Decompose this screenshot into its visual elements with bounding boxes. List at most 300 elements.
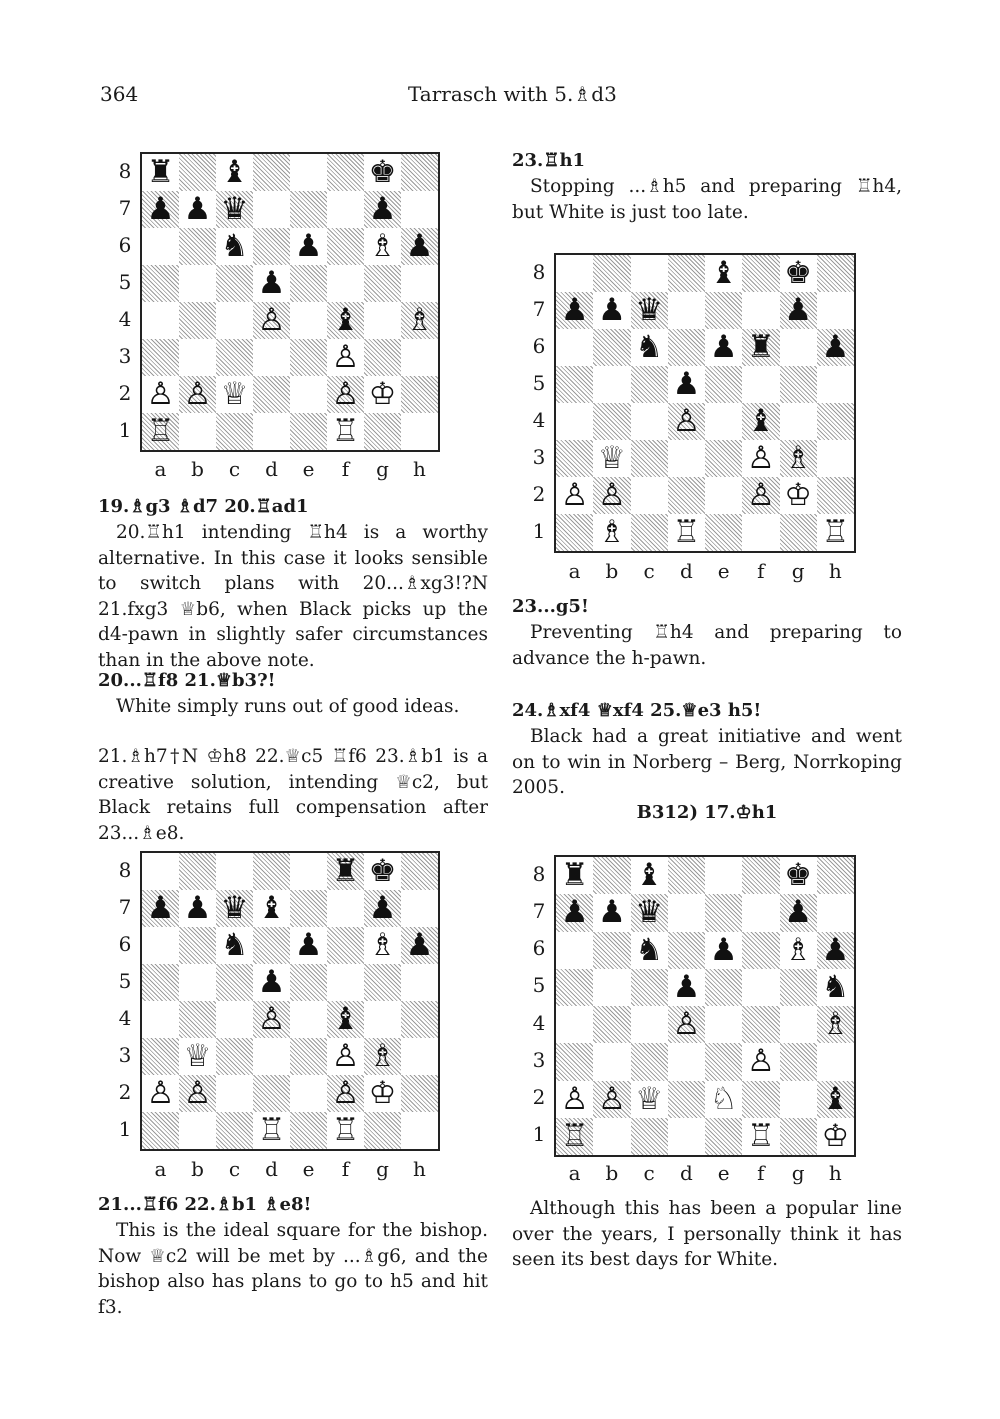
chess-piece: ♝ bbox=[746, 403, 775, 439]
square-h7 bbox=[401, 191, 438, 228]
square-b5 bbox=[593, 969, 630, 1006]
square-a1 bbox=[556, 1118, 593, 1155]
file-label: b bbox=[191, 1157, 204, 1181]
chess-piece: ♟ bbox=[821, 329, 850, 365]
square-f6 bbox=[327, 927, 364, 964]
rank-label: 7 bbox=[532, 898, 546, 923]
square-c8 bbox=[216, 154, 253, 191]
commentary: Black had a great initiative and went on to win in Norberg – Berg, Norrkoping 2005. bbox=[512, 726, 902, 798]
file-label: d bbox=[265, 457, 278, 481]
square-c4 bbox=[216, 1001, 253, 1038]
chess-piece: ♛ bbox=[220, 890, 249, 926]
square-d1 bbox=[668, 1118, 705, 1155]
file-label: f bbox=[341, 457, 350, 481]
square-h4 bbox=[817, 1006, 854, 1043]
square-c4 bbox=[216, 302, 253, 339]
chess-piece: ♟ bbox=[672, 366, 701, 402]
square-g7 bbox=[364, 191, 401, 228]
square-e8 bbox=[705, 255, 742, 292]
square-d1 bbox=[253, 1112, 290, 1149]
square-d4 bbox=[253, 1001, 290, 1038]
square-f2 bbox=[742, 477, 779, 514]
square-c3 bbox=[216, 339, 253, 376]
square-a8 bbox=[556, 857, 593, 894]
chess-piece: ♖ bbox=[746, 1117, 775, 1154]
square-e6 bbox=[290, 927, 327, 964]
square-f5 bbox=[742, 366, 779, 403]
rank-label: 7 bbox=[118, 894, 132, 919]
square-a3 bbox=[556, 440, 593, 477]
chess-piece: ♟ bbox=[560, 292, 589, 328]
square-f4 bbox=[327, 1001, 364, 1038]
square-f5 bbox=[327, 964, 364, 1001]
chess-piece: ♟ bbox=[784, 292, 813, 328]
square-h4 bbox=[401, 1001, 438, 1038]
square-e3 bbox=[705, 1043, 742, 1080]
square-h3 bbox=[401, 1038, 438, 1075]
rank-label: 5 bbox=[532, 370, 546, 395]
file-label: h bbox=[413, 457, 426, 481]
square-d4 bbox=[668, 403, 705, 440]
chess-piece: ♚ bbox=[368, 154, 397, 190]
square-h7 bbox=[817, 894, 854, 931]
square-c4 bbox=[631, 1006, 668, 1043]
square-f8 bbox=[742, 857, 779, 894]
square-e7 bbox=[705, 292, 742, 329]
chess-piece: ♛ bbox=[635, 894, 664, 931]
square-g1 bbox=[780, 514, 817, 551]
square-h5 bbox=[817, 366, 854, 403]
chess-diagram bbox=[110, 851, 440, 1186]
file-label: f bbox=[341, 1157, 350, 1181]
square-h1 bbox=[817, 1118, 854, 1155]
file-label: g bbox=[376, 1157, 389, 1181]
square-d2 bbox=[668, 477, 705, 514]
square-b4 bbox=[179, 302, 216, 339]
square-h3 bbox=[817, 440, 854, 477]
square-h5 bbox=[817, 969, 854, 1006]
square-e5 bbox=[705, 366, 742, 403]
square-f6 bbox=[742, 329, 779, 366]
chess-board bbox=[554, 855, 856, 1157]
square-a3 bbox=[556, 1043, 593, 1080]
square-e4 bbox=[290, 302, 327, 339]
square-b4 bbox=[179, 1001, 216, 1038]
square-g2 bbox=[364, 376, 401, 413]
square-b2 bbox=[593, 1081, 630, 1118]
square-a4 bbox=[556, 403, 593, 440]
square-e3 bbox=[705, 440, 742, 477]
chess-piece: ♟ bbox=[183, 890, 212, 926]
square-e1 bbox=[290, 413, 327, 450]
square-f8 bbox=[742, 255, 779, 292]
square-a2 bbox=[142, 376, 179, 413]
rank-label: 8 bbox=[532, 861, 546, 886]
rank-label: 6 bbox=[532, 936, 546, 961]
chess-piece: ♙ bbox=[146, 376, 175, 412]
chess-piece: ♖ bbox=[560, 1117, 589, 1154]
file-label: a bbox=[568, 559, 581, 583]
square-d5 bbox=[253, 964, 290, 1001]
chess-piece: ♕ bbox=[183, 1038, 212, 1074]
square-e1 bbox=[705, 514, 742, 551]
square-f6 bbox=[327, 228, 364, 265]
file-label: g bbox=[791, 559, 805, 583]
text-block bbox=[512, 800, 902, 826]
square-d3 bbox=[253, 339, 290, 376]
square-c5 bbox=[631, 366, 668, 403]
square-g8 bbox=[364, 853, 401, 890]
square-g2 bbox=[780, 477, 817, 514]
chess-piece: ♝ bbox=[220, 154, 249, 190]
rank-label: 7 bbox=[118, 195, 132, 220]
square-a5 bbox=[142, 265, 179, 302]
square-c5 bbox=[216, 964, 253, 1001]
square-c1 bbox=[216, 1112, 253, 1149]
square-g8 bbox=[780, 255, 817, 292]
square-b5 bbox=[179, 265, 216, 302]
square-g8 bbox=[780, 857, 817, 894]
square-h5 bbox=[401, 964, 438, 1001]
rank-label: 4 bbox=[532, 1010, 546, 1035]
square-e6 bbox=[705, 329, 742, 366]
square-c3 bbox=[216, 1038, 253, 1075]
square-g6 bbox=[780, 932, 817, 969]
chess-piece: ♟ bbox=[709, 931, 738, 968]
text-block bbox=[512, 1196, 902, 1273]
rank-label: 2 bbox=[532, 1085, 546, 1110]
square-f1 bbox=[742, 1118, 779, 1155]
square-g7 bbox=[364, 890, 401, 927]
chess-piece: ♙ bbox=[746, 1043, 775, 1080]
square-d7 bbox=[253, 191, 290, 228]
commentary: Although this has been a popular line over the years, I personally think it has seen its best days for White. bbox=[512, 1198, 902, 1270]
file-label: c bbox=[228, 1157, 241, 1181]
chess-piece: ♙ bbox=[597, 477, 626, 513]
square-c1 bbox=[631, 1118, 668, 1155]
chess-piece: ♞ bbox=[821, 968, 850, 1005]
square-b4 bbox=[593, 403, 630, 440]
chess-piece: ♟ bbox=[597, 292, 626, 328]
square-f7 bbox=[742, 292, 779, 329]
square-b4 bbox=[593, 1006, 630, 1043]
square-d2 bbox=[668, 1081, 705, 1118]
file-label: g bbox=[791, 1161, 805, 1185]
rank-labels bbox=[524, 253, 554, 549]
file-label: h bbox=[828, 1161, 842, 1185]
square-c3 bbox=[631, 440, 668, 477]
file-label: a bbox=[568, 1161, 581, 1185]
square-b1 bbox=[179, 413, 216, 450]
square-g6 bbox=[364, 927, 401, 964]
chess-piece: ♗ bbox=[821, 1006, 850, 1043]
square-f1 bbox=[327, 413, 364, 450]
square-g5 bbox=[364, 964, 401, 1001]
square-c6 bbox=[631, 329, 668, 366]
square-h1 bbox=[401, 1112, 438, 1149]
square-e3 bbox=[290, 1038, 327, 1075]
chess-piece: ♗ bbox=[597, 514, 626, 550]
file-label: c bbox=[228, 457, 241, 481]
square-g2 bbox=[780, 1081, 817, 1118]
square-h5 bbox=[401, 265, 438, 302]
commentary: Stopping ...♗h5 and preparing ♖h4, but White is just too late. bbox=[512, 176, 902, 223]
running-title: Tarrasch with 5.♗d3 bbox=[408, 82, 617, 106]
square-a8 bbox=[142, 154, 179, 191]
rank-label: 2 bbox=[532, 481, 546, 506]
rank-label: 3 bbox=[118, 1042, 132, 1067]
square-a5 bbox=[556, 366, 593, 403]
chess-piece: ♙ bbox=[746, 440, 775, 476]
square-f4 bbox=[327, 302, 364, 339]
chess-piece: ♙ bbox=[183, 1075, 212, 1111]
file-label: h bbox=[413, 1157, 426, 1181]
chess-piece: ♟ bbox=[709, 329, 738, 365]
file-label: c bbox=[643, 1161, 655, 1185]
chess-piece: ♙ bbox=[146, 1075, 175, 1111]
square-b6 bbox=[593, 329, 630, 366]
square-f1 bbox=[327, 1112, 364, 1149]
square-c6 bbox=[216, 927, 253, 964]
text-block bbox=[512, 698, 902, 801]
chess-piece: ♙ bbox=[746, 477, 775, 513]
chess-piece: ♝ bbox=[331, 302, 360, 338]
square-e7 bbox=[705, 894, 742, 931]
square-e2 bbox=[705, 1081, 742, 1118]
chess-piece: ♟ bbox=[368, 890, 397, 926]
square-f2 bbox=[327, 1075, 364, 1112]
square-g7 bbox=[780, 894, 817, 931]
chess-piece: ♟ bbox=[597, 894, 626, 931]
chess-piece: ♛ bbox=[635, 292, 664, 328]
square-d6 bbox=[253, 927, 290, 964]
chess-piece: ♙ bbox=[597, 1080, 626, 1117]
square-d8 bbox=[253, 154, 290, 191]
square-b1 bbox=[593, 1118, 630, 1155]
chess-piece: ♝ bbox=[331, 1001, 360, 1037]
file-label: d bbox=[265, 1157, 278, 1181]
file-label: c bbox=[643, 559, 655, 583]
chess-board bbox=[140, 152, 440, 452]
text-block bbox=[98, 668, 488, 720]
square-f4 bbox=[742, 403, 779, 440]
chess-piece: ♞ bbox=[220, 927, 249, 963]
text-block bbox=[98, 494, 488, 673]
square-g8 bbox=[364, 154, 401, 191]
square-g5 bbox=[780, 969, 817, 1006]
square-e3 bbox=[290, 339, 327, 376]
square-f7 bbox=[327, 191, 364, 228]
square-e6 bbox=[290, 228, 327, 265]
move-heading: 23...g5! bbox=[512, 596, 589, 617]
square-h2 bbox=[401, 1075, 438, 1112]
chess-diagram bbox=[524, 855, 859, 1190]
square-h2 bbox=[817, 1081, 854, 1118]
chess-piece: ♚ bbox=[784, 857, 813, 894]
square-e5 bbox=[290, 265, 327, 302]
square-e4 bbox=[705, 403, 742, 440]
square-d5 bbox=[253, 265, 290, 302]
chess-piece: ♟ bbox=[560, 894, 589, 931]
square-f3 bbox=[742, 440, 779, 477]
chess-piece: ♟ bbox=[257, 265, 286, 301]
chess-piece: ♖ bbox=[331, 1112, 360, 1148]
square-h7 bbox=[817, 292, 854, 329]
rank-label: 7 bbox=[532, 296, 546, 321]
square-h8 bbox=[817, 255, 854, 292]
square-h7 bbox=[401, 890, 438, 927]
file-label: f bbox=[757, 1161, 765, 1185]
square-c5 bbox=[216, 265, 253, 302]
chess-piece: ♗ bbox=[405, 302, 434, 338]
rank-label: 6 bbox=[118, 232, 132, 257]
chess-piece: ♜ bbox=[560, 857, 589, 894]
square-b2 bbox=[179, 376, 216, 413]
move-heading: 23.♖h1 bbox=[512, 150, 586, 171]
square-b3 bbox=[179, 339, 216, 376]
square-b7 bbox=[179, 890, 216, 927]
square-b6 bbox=[179, 927, 216, 964]
square-c1 bbox=[216, 413, 253, 450]
file-labels bbox=[142, 457, 438, 481]
chess-piece: ♙ bbox=[672, 1006, 701, 1043]
file-labels bbox=[142, 1157, 438, 1181]
square-c2 bbox=[631, 1081, 668, 1118]
square-f6 bbox=[742, 932, 779, 969]
rank-label: 4 bbox=[118, 1005, 132, 1030]
square-c2 bbox=[216, 376, 253, 413]
chess-piece: ♙ bbox=[672, 403, 701, 439]
square-c2 bbox=[216, 1075, 253, 1112]
square-f1 bbox=[742, 514, 779, 551]
square-d3 bbox=[253, 1038, 290, 1075]
square-b7 bbox=[179, 191, 216, 228]
square-h1 bbox=[817, 514, 854, 551]
rank-label: 8 bbox=[118, 158, 132, 183]
chess-diagram bbox=[110, 152, 440, 487]
square-a7 bbox=[556, 292, 593, 329]
text-block bbox=[98, 1192, 488, 1320]
square-g4 bbox=[780, 403, 817, 440]
rank-label: 2 bbox=[118, 380, 132, 405]
move-heading: 21...♖f6 22.♗b1 ♗e8! bbox=[98, 1194, 312, 1215]
square-e4 bbox=[290, 1001, 327, 1038]
square-d5 bbox=[668, 366, 705, 403]
square-b3 bbox=[179, 1038, 216, 1075]
rank-label: 4 bbox=[118, 306, 132, 331]
square-d2 bbox=[253, 1075, 290, 1112]
square-b6 bbox=[179, 228, 216, 265]
text-block bbox=[512, 594, 902, 671]
square-b3 bbox=[593, 440, 630, 477]
square-d1 bbox=[668, 514, 705, 551]
commentary: 20.♖h1 intending ♖h4 is a worthy alternative. In this case it looks sensible to switch plans with 20...♗xg3!?N 21.fxg3 ♕b6, when Black picks up the d4-pawn in slightly safer circumstances than in the above note. bbox=[98, 522, 488, 671]
rank-labels bbox=[110, 851, 140, 1147]
file-label: d bbox=[679, 1161, 693, 1185]
square-a6 bbox=[556, 329, 593, 366]
chess-piece: ♗ bbox=[784, 931, 813, 968]
square-a2 bbox=[142, 1075, 179, 1112]
file-labels bbox=[556, 559, 854, 583]
rank-label: 5 bbox=[118, 269, 132, 294]
square-h8 bbox=[817, 857, 854, 894]
square-b1 bbox=[593, 514, 630, 551]
square-d6 bbox=[253, 228, 290, 265]
chess-piece: ♖ bbox=[672, 514, 701, 550]
square-a8 bbox=[556, 255, 593, 292]
chess-piece: ♕ bbox=[635, 1080, 664, 1117]
square-d8 bbox=[668, 857, 705, 894]
chess-piece: ♘ bbox=[709, 1080, 738, 1117]
chess-piece: ♙ bbox=[331, 1075, 360, 1111]
square-b2 bbox=[593, 477, 630, 514]
chess-piece: ♗ bbox=[368, 1038, 397, 1074]
chess-piece: ♞ bbox=[635, 329, 664, 365]
square-f3 bbox=[327, 1038, 364, 1075]
square-b2 bbox=[179, 1075, 216, 1112]
page-number: 364 bbox=[100, 82, 139, 106]
square-e7 bbox=[290, 890, 327, 927]
chess-piece: ♜ bbox=[146, 154, 175, 190]
chess-piece: ♙ bbox=[560, 477, 589, 513]
chess-diagram bbox=[524, 253, 859, 588]
page-header bbox=[0, 82, 1000, 112]
chess-piece: ♕ bbox=[220, 376, 249, 412]
file-label: g bbox=[376, 457, 389, 481]
chess-piece: ♛ bbox=[220, 191, 249, 227]
chess-board bbox=[554, 253, 856, 553]
file-label: a bbox=[154, 457, 167, 481]
rank-label: 1 bbox=[532, 1122, 546, 1147]
square-e7 bbox=[290, 191, 327, 228]
square-b7 bbox=[593, 292, 630, 329]
chess-piece: ♟ bbox=[405, 927, 434, 963]
chess-piece: ♙ bbox=[257, 1001, 286, 1037]
square-g4 bbox=[780, 1006, 817, 1043]
chess-piece: ♙ bbox=[257, 302, 286, 338]
square-g1 bbox=[780, 1118, 817, 1155]
square-g4 bbox=[364, 1001, 401, 1038]
square-c7 bbox=[631, 894, 668, 931]
move-heading: 19.♗g3 ♗d7 20.♖ad1 bbox=[98, 496, 309, 517]
square-b8 bbox=[179, 154, 216, 191]
square-c8 bbox=[631, 857, 668, 894]
square-g6 bbox=[780, 329, 817, 366]
square-h6 bbox=[817, 932, 854, 969]
square-b8 bbox=[593, 255, 630, 292]
chess-piece: ♝ bbox=[709, 255, 738, 291]
rank-label: 5 bbox=[532, 973, 546, 998]
file-labels bbox=[556, 1161, 854, 1185]
square-b6 bbox=[593, 932, 630, 969]
square-h8 bbox=[401, 154, 438, 191]
chess-piece: ♚ bbox=[784, 255, 813, 291]
square-b3 bbox=[593, 1043, 630, 1080]
square-f7 bbox=[742, 894, 779, 931]
square-g7 bbox=[780, 292, 817, 329]
square-e6 bbox=[705, 932, 742, 969]
square-e5 bbox=[290, 964, 327, 1001]
rank-label: 3 bbox=[532, 1047, 546, 1072]
chess-piece: ♟ bbox=[294, 927, 323, 963]
section-heading: B312) 17.♔h1 bbox=[636, 802, 778, 823]
chess-piece: ♟ bbox=[146, 890, 175, 926]
rank-label: 5 bbox=[118, 968, 132, 993]
square-d8 bbox=[668, 255, 705, 292]
square-a3 bbox=[142, 339, 179, 376]
chess-piece: ♟ bbox=[784, 894, 813, 931]
square-a5 bbox=[142, 964, 179, 1001]
